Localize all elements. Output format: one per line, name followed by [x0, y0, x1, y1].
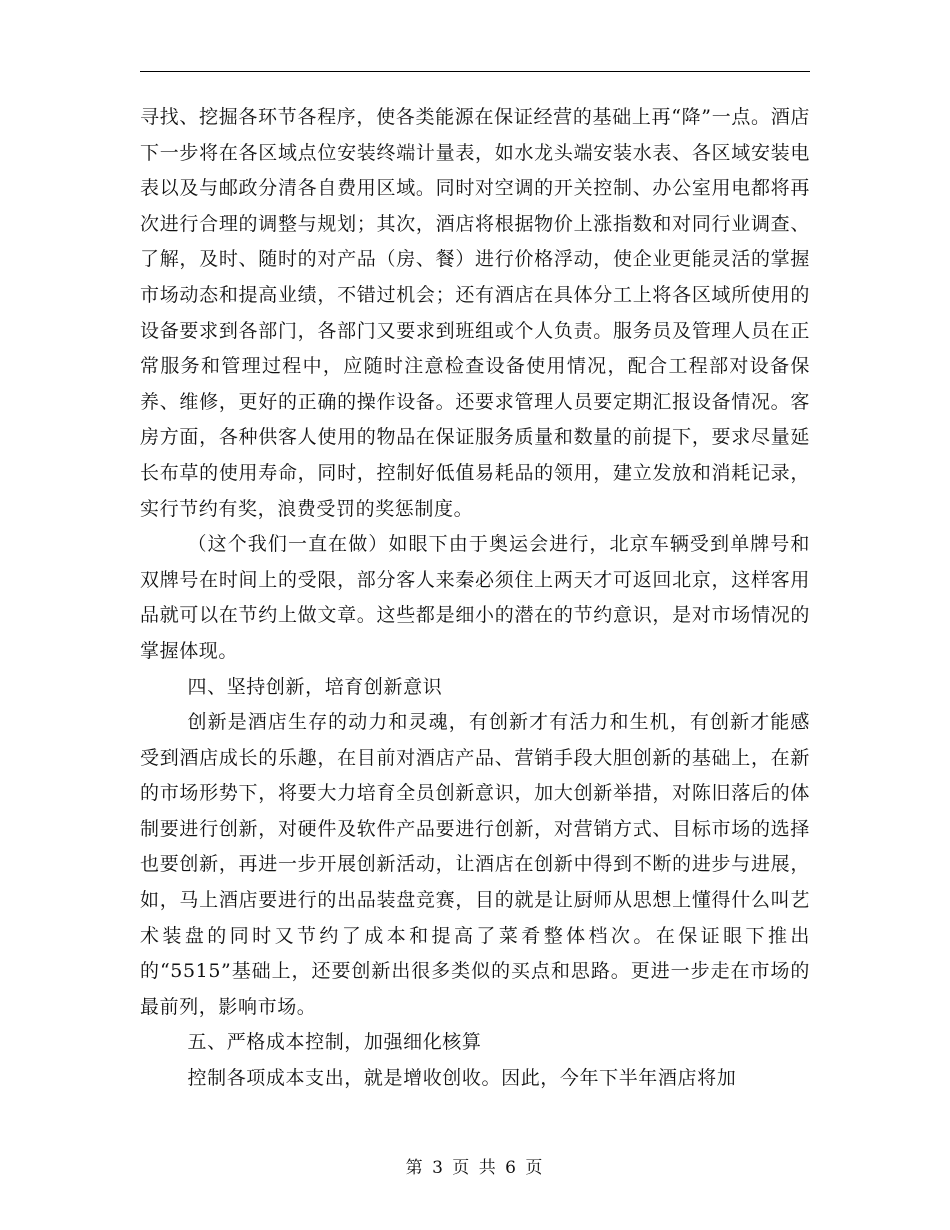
section-heading-cost-control: 五、严格成本控制，加强细化核算	[187, 1031, 482, 1054]
paragraph-cost-control: 控制各项成本支出，就是增收创收。因此，今年下半年酒店将加	[187, 1067, 737, 1090]
header-rule	[140, 71, 810, 72]
body-text	[140, 100, 810, 1097]
paragraph-olympics-note: （这个我们一直在做）如眼下由于奥运会进行，北京车辆受到单牌号和双牌号在时间上的受限，部分客人来秦必须住上两天才可返回北京，这样客用品就可以在节约上做文章。这些都是细小的潜在的节约意识，是对市场情况的掌握体现。	[140, 533, 810, 662]
paragraph-energy-saving: 寻找、挖掘各环节各程序，使各类能源在保证经营的基础上再“降”一点。酒店下一步将在各区域点位安装终端计量表，如水龙头端安装水表、各区域安装电表以及与邮政分清各自费用区域。同时对空调的开关控制、办公室用电都将再次进行合理的调整与规划；其次，酒店将根据物价上涨指数和对同行业调查、了解，及时、随时的对产品（房、餐）进行价格浮动，使企业更能灵活的掌握市场动态和提高业绩，不错过机会；还有酒店在具体分工上将各区域所使用的设备要求到各部门，各部门又要求到班组或个人负责。服务员及管理人员在正常服务和管理过程中，应随时注意检查设备使用情况，配合工程部对设备保养、维修，更好的正确的操作设备。还要求管理人员要定期汇报设备情况。客房方面，各种供客人使用的物品在保证服务质量和数量的前提下，要求尽量延长布草的使用寿命，同时，控制好低值易耗品的领用，建立发放和消耗记录，实行节约有奖，浪费受罚的奖惩制度。	[140, 106, 810, 520]
page-number-footer: 第 3 页 共 6 页	[405, 1158, 545, 1178]
paragraph-innovation: 创新是酒店生存的动力和灵魂，有创新才有活力和生机，有创新才能感受到酒店成长的乐趣，在目前对酒店产品、营销手段大胆创新的基础上，在新的市场形势下，将要大力培育全员创新意识，加大创新举措，对陈旧落后的体制要进行创新，对硬件及软件产品要进行创新，对营销方式、目标市场的选择也要创新，再进一步开展创新活动，让酒店在创新中得到不断的进步与进展，如，马上酒店要进行的出品装盘竞赛，目的就是让厨师从思想上懂得什么叫艺术装盘的同时又节约了成本和提高了菜肴整体档次。在保证眼下推出的“5515”基础上，还要创新出很多类似的买点和思路。更进一步走在市场的最前列，影响市场。	[140, 711, 810, 1018]
section-heading-innovation: 四、坚持创新，培育创新意识	[187, 675, 443, 698]
